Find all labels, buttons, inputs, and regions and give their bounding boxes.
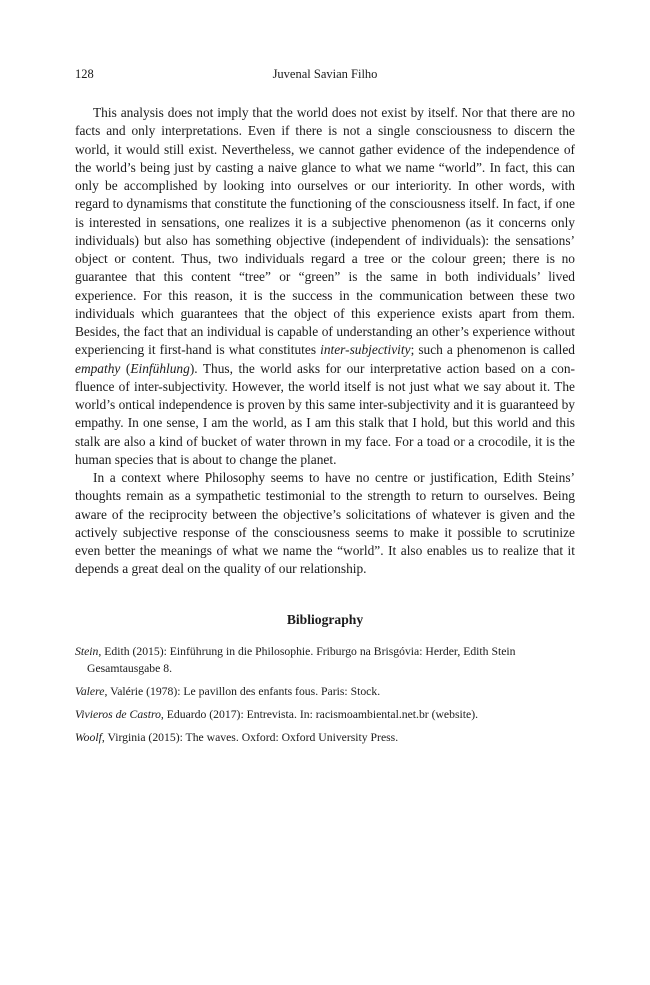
paragraph-1-part-b: ; such a phenomenon is called [410,342,576,358]
bibliography-heading: Bibliography [286,611,364,627]
bibliography-details: , Valérie (1978): Le pavillon des enfants fous. Paris: Stock. [104,684,381,698]
paragraph-1-part-d: ). Thus, the world asks for our interpretative action based on a confluence of inter-subjectivity. However, the world itself is not just what we say about it. The world’s ontical independence is proven by this same inter-subjectivity and it is guaranteed by empathy. In one sense, I am the world, as I am this stalk that I hold, but this world and this stalk are also a kind of bucket of water thrown in my face. For a toad or a crocodile, it is the human species that is about to change the planet. [75,360,575,467]
bibliography-details: , Virginia (2015): The waves. Oxford: Oxford University Press. [101,730,399,744]
bibliography-author: Stein [75,644,99,658]
page-header [75,64,575,84]
bibliography-author: Valere [75,684,105,698]
bibliography-list [75,643,575,746]
paragraph-1-part-c: ( [120,360,131,376]
bibliography-author: Woolf [75,730,102,744]
term-empathy: empathy [75,360,121,376]
bibliography-author: Vivieros de Castro [75,707,161,721]
body-text [75,104,575,579]
bibliography-details: , Edith (2015): Einführung in die Philosophie. Friburgo na Brisgóvia: Herder, Edith Stein Gesamtausgabe 8. [87,644,516,675]
bibliography-details: , Eduardo (2017): Entrevista. In: racismoambiental.net.br (website). [160,707,479,721]
bibliography-entry [75,706,575,723]
paragraph-1 [75,104,575,469]
book-page [75,64,575,752]
term-einfuhlung: Einfühlung [130,360,190,376]
paragraph-1-part-a: This analysis does not imply that the world does not exist by itself. Nor that there are no facts and only interpretations. Even if there is not a single consciousness to discern the world, it would still exist. Nevertheless, we cannot gather evidence of the independence of the world’s being just by casting a naive glance to what we name “world”. In fact, this can only be accomplished by looking into ourselves or our interiority. In other words, with regard to dynamisms that constitute the functioning of the consciousness itself. In fact, if one is interested in sensations, one realizes it is a subjective phenomenon (as it concerns only individuals) but also has something objective (independent of individuals): the sensations’ object or content. Thus, two individuals regard a tree or the colour green; there is no guarantee that this content “tree” or “green” is the same in both individuals’ lived experience. For this reason, it is the success in the communication between these two individuals which guarantees that the object of this experience exists apart from them. Besides, the fact that an individual is capable of understanding an other’s experience without experiencing it first-hand is what constitutes [75,105,575,358]
bibliography-entry [75,683,575,700]
bibliography-entry [75,729,575,746]
running-head: Juvenal Savian Filho [272,67,378,81]
term-inter-subjectivity: inter-subjectivity [320,342,411,358]
page-number: 128 [75,67,94,81]
paragraph-2: In a context where Philosophy seems to have no centre or justification, Edith Steins’ thoughts remain as a sympathetic testimonial to the strength to return to ourselves. Being aware of the reciprocity between the objective’s solicitations of whatever is given and the actively subjective response of the consciousness seems to make it possible to scrutinize even better the meanings of what we name the “world”. It also enables us to realize that it depends a great deal on the quality of our relationship. [75,470,575,577]
bibliography-entry [75,643,575,677]
